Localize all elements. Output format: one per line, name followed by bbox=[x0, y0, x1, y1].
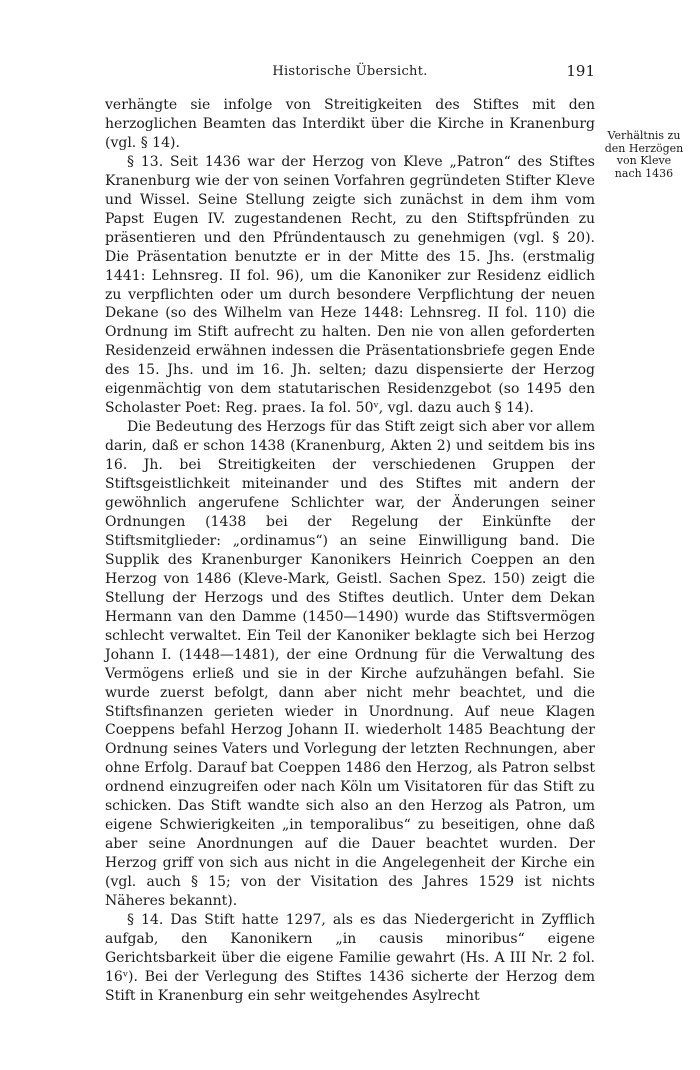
paragraph-duke-significance: Die Bedeutung des Herzogs für das Stift zeigt sich aber vor allem darin, daß er schon 1438 (Kranenburg, Akten 2) und seitdem bis ins 16. Jh. bei Streitigkeiten der verschiedenen Gruppen der Stiftsgeistlichkeit miteinander und des Stiftes mit andern der gewöhnlich angerufene Schlichter war, der Änderungen seiner Ordnungen (1438 bei der Regelung der Einkünfte der Stiftsmitglieder: „ordinamus“) an seine Einwilligung band. Die Supplik des Kranenburger Kanonikers Heinrich Coeppen an den Herzog von 1486 (Kleve-Mark, Geistl. Sachen Spez. 150) zeigt die Stellung der Herzogs und des Stiftes deutlich. Unter dem Dekan Hermann van den Damme (1450—1490) wurde das Stiftsvermögen schlecht verwaltet. Ein Teil der Kanoniker beklagte sich bei Herzog Johann I. (1448—1481), der eine Ordnung für die Verwaltung des Vermögens erließ und sie in der Kirche aufzuhängen befahl. Sie wurde zuerst befolgt, dann aber nicht mehr beachtet, und die Stiftsfinanzen gerieten wieder in Unordnung. Auf neue Klagen Coeppens befahl Herzog Johann II. wiederholt 1485 Beachtung der Ordnung seines Vaters und Vorlegung der letzten Rechnungen, aber ohne Erfolg. Darauf bat Coeppen 1486 den Herzog, als Patron selbst ordnend einzugreifen oder nach Köln um Visitatoren für das Stift zu schicken. Das Stift wandte sich also an den Herzog als Patron, um eigene Schwierigkeiten „in temporalibus“ zu beseitigen, ohne daß aber seine Anordnungen auf die Dauer beachtet wurden. Der Herzog griff von sich aus nicht in die Angelegenheit der Kirche ein (vgl. auch § 15; von der Visitation des Jahres 1529 ist nichts Näheres bekannt). bbox=[105, 419, 595, 910]
marginal-note bbox=[603, 130, 685, 180]
marginal-note-line: nach 1436 bbox=[614, 166, 674, 180]
running-title: Historische Übersicht. bbox=[272, 64, 428, 79]
page-number: 191 bbox=[566, 62, 595, 80]
running-header bbox=[105, 62, 595, 82]
marginal-note-line: von Kleve bbox=[616, 154, 672, 167]
body-text bbox=[105, 96, 595, 1006]
marginal-note-line: den Herzögen bbox=[604, 141, 684, 155]
marginal-note-line: Verhältnis zu bbox=[607, 129, 681, 142]
paragraph-section-14: § 14. Das Stift hatte 1297, als es das Niedergericht in Zyfflich aufgab, den Kanonikern „in causis minoribus“ eigene Gerichtsbarkeit über die eigene Familie gewahrt (Hs. A III Nr. 2 fol. 16ᵛ). Bei der Verlegung des Stiftes 1436 sicherte der Herzog dem Stift in Kranenburg ein sehr weitgehendes Asylrecht bbox=[105, 911, 595, 1004]
paragraph-continuation: verhängte sie infolge von Streitigkeiten des Stiftes mit den herzoglichen Beamten das Interdikt über die Kirche in Kranenburg (vgl. § 14). bbox=[105, 97, 595, 151]
paragraph-section-13: § 13. Seit 1436 war der Herzog von Kleve „Patron“ des Stiftes Kranenburg wie der von seinen Vorfahren gegründeten Stifter Kleve und Wissel. Seine Stellung zeigte sich zunächst in dem ihm vom Papst Eugen IV. zugestandenen Recht, zu den Stiftspfründen zu präsentieren und den Pfründentausch zu genehmigen (vgl. § 20). Die Präsentation benutzte er in der Mitte des 15. Jhs. (erstmalig 1441: Lehnsreg. II fol. 96), um die Kanoniker zur Residenz eidlich zu verpflichten oder um durch besondere Verpflichtung der neuen Dekane (so des Wilhelm van Heze 1448: Lehnsreg. II fol. 110) die Ordnung im Stift aufrecht zu halten. Den nie von allen geforderten Residenzeid erwähnen indessen die Präsentationsbriefe gegen Ende des 15. Jhs. und im 16. Jh. selten; dazu dispensierte der Herzog eigenmächtig von dem statutarischen Residenzgebot (so 1495 den Scholaster Poet: Reg. praes. Ia fol. 50ᵛ, vgl. dazu auch § 14). bbox=[105, 153, 595, 417]
